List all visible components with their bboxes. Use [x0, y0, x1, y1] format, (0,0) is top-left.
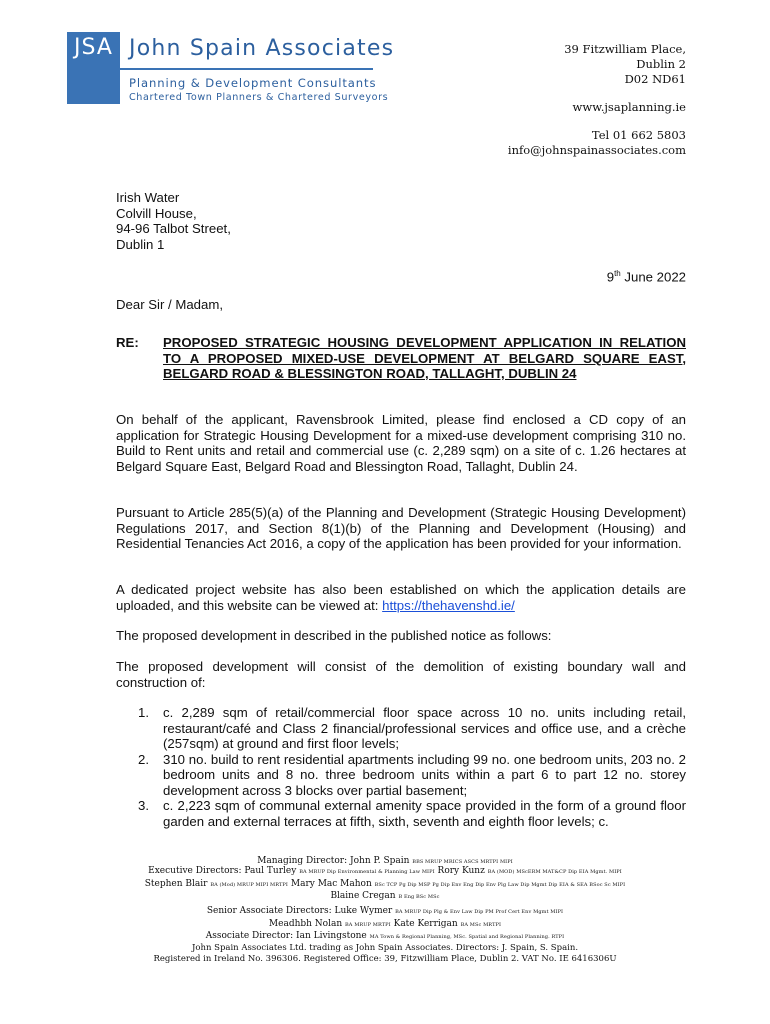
- recipient-line4: Dublin 1: [116, 236, 165, 252]
- sad1-name: Luke Wymer: [334, 906, 393, 916]
- list-item-number: 1.: [138, 705, 149, 720]
- firm-address-line2: Dublin 2: [636, 57, 686, 71]
- sad3-quals: BA MSc MRTPI: [460, 921, 502, 928]
- logo-tagline: Planning & Development Consultants: [129, 76, 377, 90]
- sad3-name: Kate Kerrigan: [393, 918, 458, 929]
- paragraph-website: [116, 582, 686, 613]
- ad-label: Associate Director:: [205, 931, 294, 941]
- re-label: RE:: [116, 335, 139, 350]
- footer-senior-associates: [0, 906, 770, 944]
- logo-tagline-secondary: Chartered Town Planners & Chartered Surveyors: [129, 92, 389, 103]
- md-label: Managing Director:: [257, 856, 348, 866]
- paragraph-pursuant: Pursuant to Article 285(5)(a) of the Planning and Development (Strategic Housing Development) Regulations 2017, and Section 8(1)(b) of the Planning and Development (Housing) and Residential Tenancies Act 2016, a copy of the application has been provided for your information.: [116, 505, 686, 551]
- ed-label: Executive Directors:: [148, 866, 242, 876]
- sad-label: Senior Associate Directors:: [206, 906, 332, 916]
- re-subject: PROPOSED STRATEGIC HOUSING DEVELOPMENT APPLICATION IN RELATION TO A PROPOSED MIXED-USE DEVELOPMENT AT BELGARD SQUARE EAST, BELGARD ROAD & BLESSINGTON ROAD, TALLAGHT, DUBLIN 24: [163, 335, 686, 381]
- firm-address-line1: 39 Fitzwilliam Place,: [564, 42, 686, 56]
- firm-website[interactable]: www.jsaplanning.ie: [572, 100, 686, 114]
- firm-address-line3: D02 ND61: [624, 72, 686, 86]
- sad2-quals: BA MRUP MRTPI: [345, 921, 391, 928]
- date-day: 9: [606, 269, 615, 285]
- ed5-quals: B Eng BSc MSc: [398, 894, 440, 900]
- letter-date: [607, 266, 686, 285]
- ed4-name: Mary Mac Mahon: [290, 878, 372, 889]
- ad-quals: MA Town & Regional Planning, MSc. Spatial and Regional Planning. RTPI: [369, 934, 565, 940]
- paragraph-application: On behalf of the applicant, Ravensbrook Limited, please find enclosed a CD copy of an application for Strategic Housing Development for a mixed-use development comprising 310 no. Build to Rent units and retail and commercial use (c. 2,289 sqm) on a site of c. 1.26 hectares at Belgard Square East, Belgard Road and Blessington Road, Tallaght, Dublin 24.: [116, 412, 686, 474]
- list-item-number: 2.: [138, 751, 149, 767]
- sad1-quals: BA MRUP Dip Plg & Env Law Dip PM Prof Cert Env Mgmt MIPI: [395, 909, 564, 915]
- firm-telephone: Tel 01 662 5803: [591, 128, 686, 142]
- registration-line2: Registered in Ireland No. 396306. Registered Office: 39, Fitzwilliam Place, Dublin 2. VAT No. IE 6416306U: [153, 954, 617, 964]
- list-item-text: c. 2,289 sqm of retail/commercial floor space across 10 no. units including retail, restaurant/café and Class 2 financial/professional services and office use, and a crèche (257sqm) at ground and first floor levels;: [163, 705, 686, 751]
- firm-email[interactable]: info@johnspainassociates.com: [507, 143, 686, 157]
- footer-registration: [0, 943, 770, 965]
- logo-initials: JSA: [74, 35, 113, 60]
- date-month-year: June 2022: [620, 269, 686, 285]
- list-item-text: 310 no. build to rent residential apartments including 99 no. one bedroom units, 203 no. 2 bedroom units and 8 no. three bedroom units within a part 6 to part 12 no. storey development across 3 blocks over partial basement;: [163, 751, 686, 798]
- recipient-line3: 94-96 Talbot Street,: [116, 221, 231, 236]
- sad2-name: Meadhbh Nolan: [268, 918, 343, 929]
- list-item-number: 3.: [138, 798, 149, 813]
- paragraph-website-text: A dedicated project website has also been established on which the application details are uploaded, and this website can be viewed at:: [116, 582, 686, 613]
- paragraph-notice-intro: The proposed development in described in the published notice as follows:: [116, 628, 552, 643]
- list-item: [116, 798, 686, 829]
- recipient-address: [116, 190, 231, 252]
- recipient-line2: Colvill House,: [116, 205, 197, 221]
- md-name: John P. Spain: [350, 856, 410, 866]
- ed1-name: Paul Turley: [244, 866, 297, 876]
- ed3-name: Stephen Blair: [144, 878, 208, 889]
- ed3-quals: BA (Mod) MRUP MIPI MRTPI: [210, 881, 288, 888]
- ad-name: Ian Livingstone: [296, 931, 367, 941]
- logo-rule: [120, 68, 373, 70]
- ed2-name: Rory Kunz: [437, 866, 485, 876]
- logo-initials-box: [67, 32, 120, 104]
- md-quals: BBS MRUP MRICS ASCS MRTPI MIPI: [412, 859, 513, 865]
- ed1-quals: BA MRUP Dip Environmental & Planning Law MIPI: [299, 869, 435, 875]
- list-item: [116, 705, 686, 752]
- footer-executive-directors: [0, 866, 770, 904]
- ed2-quals: BA (MOD) MScERM MAT&CP Dip EIA Mgmt. MIPI: [487, 869, 622, 875]
- registration-line1: John Spain Associates Ltd. trading as John Spain Associates. Directors: J. Spain, S. Spain.: [191, 943, 579, 953]
- development-list: [116, 705, 686, 829]
- date-suffix: th: [614, 269, 621, 278]
- recipient-line1: Irish Water: [116, 190, 180, 205]
- salutation: Dear Sir / Madam,: [116, 297, 223, 312]
- ed4-quals: BSc TCP Pg Dip MSP Pg Dip Env Eng Dip Env Plg Law Dip Mgmt Dip EIA & SEA BSoc Sc MIPI: [374, 881, 626, 888]
- ed5-name: Blaine Cregan: [330, 891, 396, 901]
- project-website-link[interactable]: https://thehavenshd.ie/: [382, 597, 515, 613]
- list-item-text: c. 2,223 sqm of communal external amenity space provided in the form of a ground floor garden and external terraces at fifth, sixth, seventh and eighth floor levels; c.: [163, 798, 686, 829]
- list-item: [116, 752, 686, 799]
- paragraph-development-intro: The proposed development will consist of the demolition of existing boundary wall and construction of:: [116, 659, 686, 690]
- logo-company-name: John Spain Associates: [129, 36, 395, 61]
- firm-address: [508, 42, 686, 158]
